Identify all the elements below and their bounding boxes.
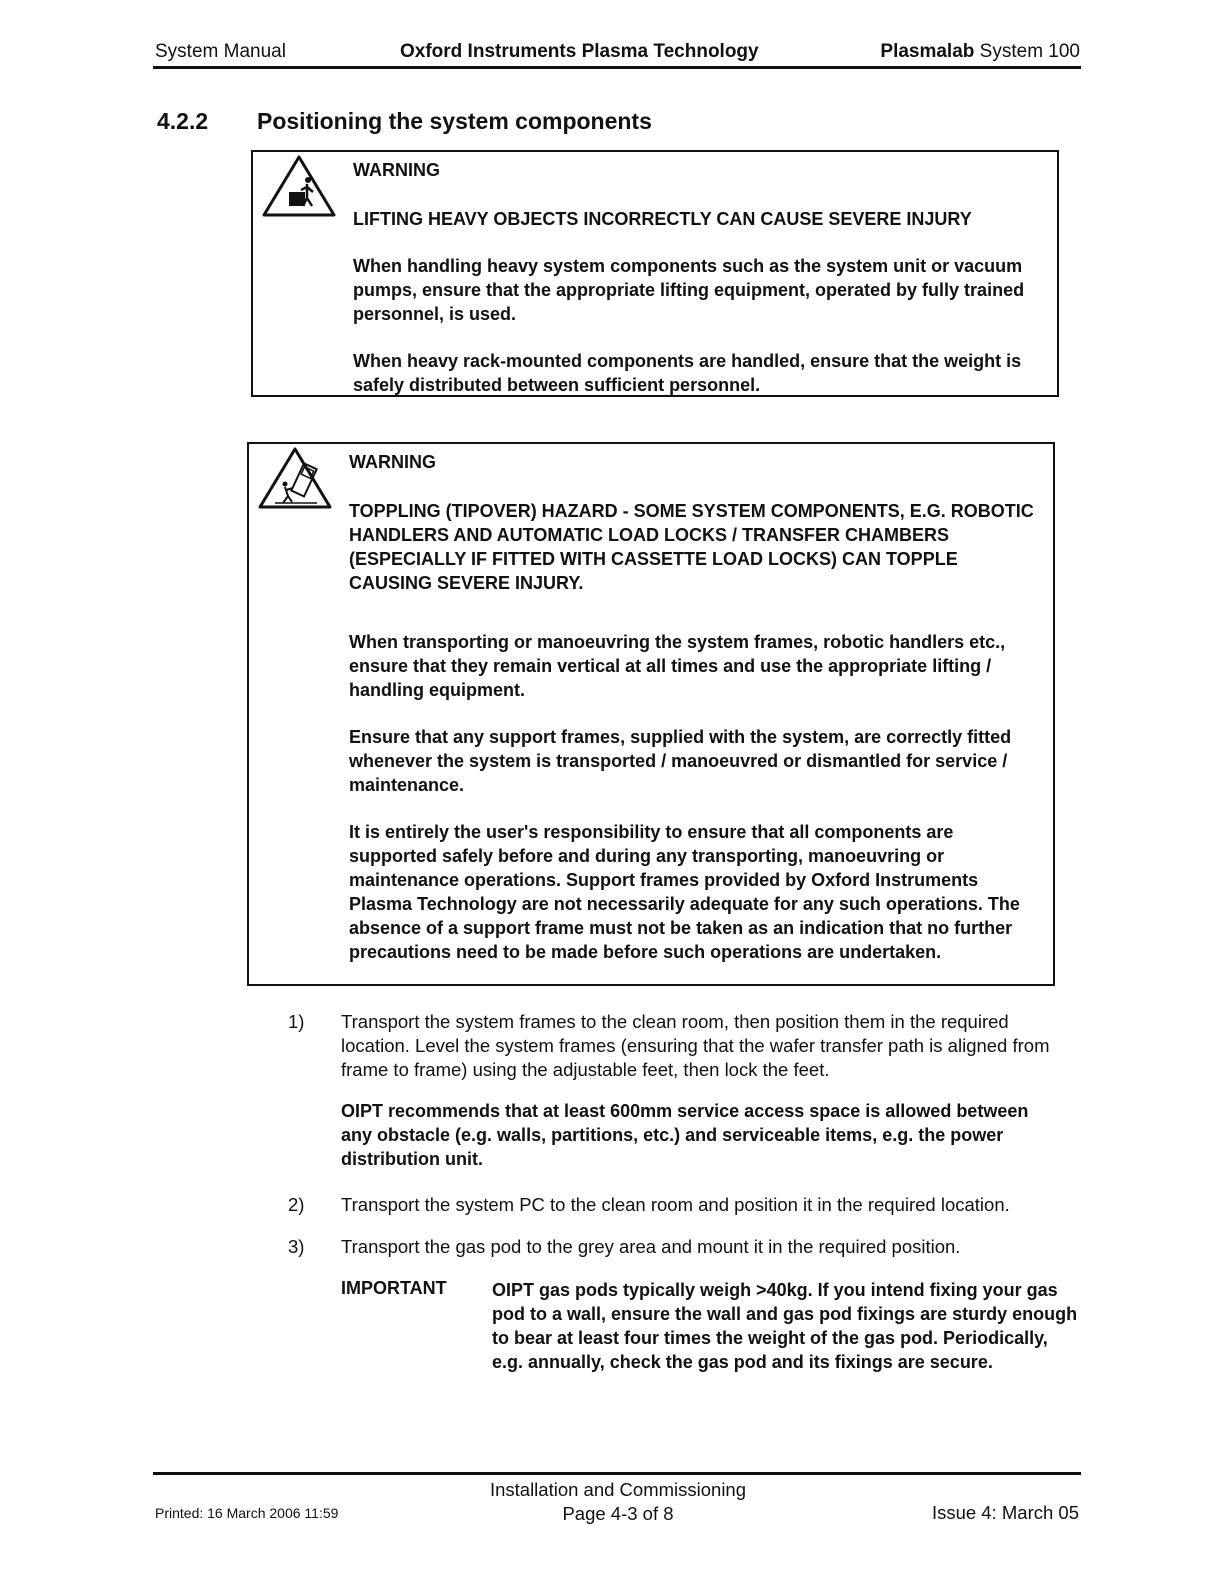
footer-rule [153, 1472, 1081, 1475]
footer-page-number: Page 4-3 of 8 [562, 1503, 674, 1524]
step-number: 2) [288, 1194, 305, 1215]
section-title: Positioning the system components [257, 108, 652, 134]
step-text: Transport the gas pod to the grey area and mount it in the required position. [341, 1236, 961, 1257]
step-2 [288, 1193, 1078, 1217]
step-1-note: OIPT recommends that at least 600mm service access space is allowed between any obstacle (e.g. walls, partitions, etc.) and serviceable items, e.g. the power distribution unit. [341, 1101, 1029, 1169]
step-number: 1) [288, 1011, 305, 1032]
warning-paragraph: When transporting or manoeuvring the system frames, robotic handlers etc., ensure that they remain vertical at all times and use the appropriate lifting / handling equipment. [349, 632, 1006, 700]
section-number: 4.2.2 [157, 108, 209, 134]
header-company-name: Oxford Instruments Plasma Technology [400, 41, 759, 62]
warning-heading: TOPPLING (TIPOVER) HAZARD - SOME SYSTEM COMPONENTS, E.G. ROBOTIC HANDLERS AND AUTOMATIC LOAD LOCKS / TRANSFER CHAMBERS (ESPECIALLY IF FITTED WITH CASSETTE LOAD LOCKS) CAN TOPPLE CAUSING SEVERE INJURY. [349, 501, 1034, 593]
warning-box-lifting [251, 150, 1059, 397]
warning-paragraph: Ensure that any support frames, supplied with the system, are correctly fitted whenever the system is transported / manoeuvred or dismantled for service / maintenance. [349, 727, 1012, 795]
section-heading [157, 106, 652, 136]
header-product-model: System 100 [974, 41, 1080, 62]
warning-label: WARNING [349, 452, 436, 472]
warning-paragraph: It is entirely the user's responsibility to ensure that all components are supported safely before and during any transporting, manoeuvring or maintenance operations. Support frames provided by Oxford Instruments Plasma Technology are not necessarily adequate for any such operations. The absence of a support frame must not be taken as an indication that no further precautions need to be made before such operations are undertaken. [349, 822, 1020, 962]
important-label: IMPORTANT [341, 1278, 447, 1298]
warning-heading: LIFTING HEAVY OBJECTS INCORRECTLY CAN CAUSE SEVERE INJURY [353, 209, 972, 229]
step-text: Transport the system frames to the clean room, then position them in the required location. Level the system frames (ensuring that the wafer transfer path is aligned from frame to frame) using the adjustable feet, then lock the feet. [341, 1011, 1050, 1080]
footer-issue: Issue 4: March 05 [931, 1502, 1079, 1523]
header-product-name [880, 40, 1080, 64]
footer-chapter: Installation and Commissioning [489, 1479, 747, 1500]
step-3 [288, 1235, 1078, 1259]
step-text: Transport the system PC to the clean room and position it in the required location. [341, 1194, 1010, 1215]
warning-box-toppling [247, 442, 1055, 986]
topple-hazard-icon [257, 446, 333, 510]
warning-text-lifting [353, 158, 1047, 420]
header-rule [153, 66, 1081, 69]
warning-paragraph: When heavy rack-mounted components are handled, ensure that the weight is safely distributed between sufficient personnel. [353, 351, 1022, 395]
step-1 [288, 1010, 1078, 1082]
footer-center [400, 1478, 836, 1526]
warning-text-toppling [349, 450, 1043, 987]
header-product-brand: Plasmalab [880, 41, 975, 62]
step-number: 3) [288, 1236, 305, 1257]
footer-printed-date: Printed: 16 March 2006 11:59 [155, 1505, 339, 1521]
header-manual-name: System Manual [155, 41, 286, 62]
warning-paragraph: When handling heavy system components such as the system unit or vacuum pumps, ensure that the appropriate lifting equipment, operated by fully trained personnel, is used. [353, 256, 1025, 324]
important-text: OIPT gas pods typically weigh >40kg. If you intend fixing your gas pod to a wall, ensure the wall and gas pod fixings are sturdy enough to bear at least four times the weight of the gas pod. Periodically, e.g. annually, check the gas pod and its fixings are secure. [492, 1280, 1078, 1372]
warning-label: WARNING [353, 160, 440, 180]
lifting-hazard-icon [261, 154, 337, 218]
